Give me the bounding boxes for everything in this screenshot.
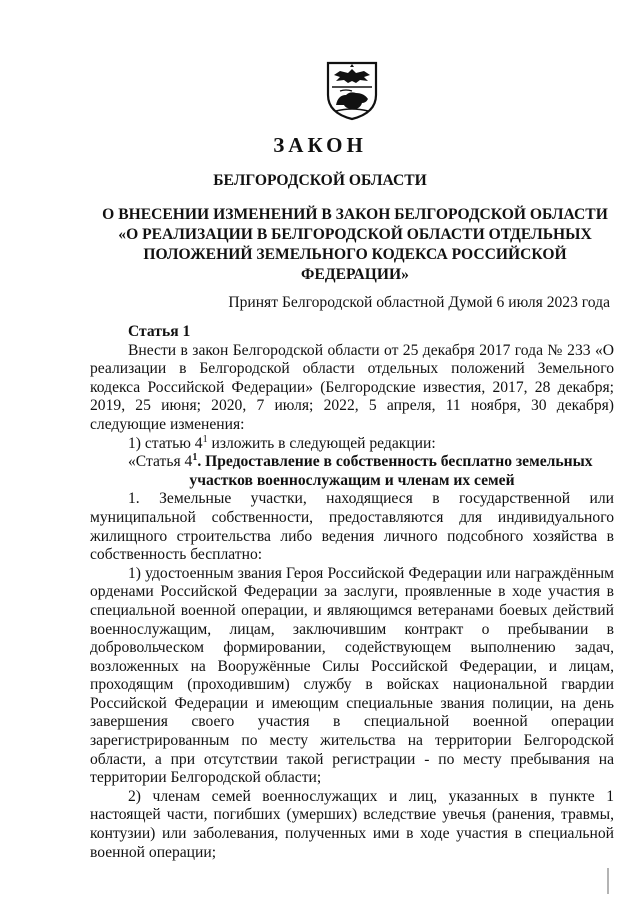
amendment-item-text: 1) статью 4 [128,434,203,452]
adoption-note: Принят Белгородской областной Думой 6 июля 2023 года [228,294,610,311]
coat-of-arms-icon [326,61,378,121]
superscript: 1 [192,451,198,463]
amendment-item-text: изложить в следующей редакции: [207,434,436,452]
law-title [90,205,620,285]
law-title-line: «О РЕАЛИЗАЦИИ В БЕЛГОРОДСКОЙ ОБЛАСТИ ОТДЕЛЬНЫХ [118,226,592,243]
amendment-item [90,435,614,454]
new-article-title [90,453,614,472]
margin-mark-icon [602,866,614,896]
law-title-line: О ВНЕСЕНИИ ИЗМЕНЕНИЙ В ЗАКОН БЕЛГОРОДСКОЙ ОБЛАСТИ [102,206,608,223]
new-article-title-cont: участков военнослужащим и членам их семей [189,471,515,489]
superscript: 1 [202,433,208,445]
new-article-lead: «Статья 4 [128,453,193,471]
paragraph: 2) членам семей военнослужащих и лиц, указанных в пункте 1 настоящей части, погибших (умерших) вследствие увечья (ранения, травмы, контузии) или заболевания, полученных ими в ходе участия в специальной военной операции; [90,787,614,861]
paragraph: 1. Земельные участки, находящиеся в государственной или муниципальной собственности, предоставляются для индивидуального жилищного строительства либо ведения личного подсобного хозяйства в собственность бесплатно: [90,490,614,564]
paragraph: 1) удостоенным звания Героя Российской Федерации или награждённым орденами Российской Федерации за заслуги, проявленные в ходе участия в специальной военной операции, и являющимся ветеранами боевых действий военнослужащим, лицам, заключившим контракт о пребывании в добровольческом формировании, содействующем выполнению задач, возложенных на Вооружённые Силы Российской Федерации, и лицам, проходящим (проходившим) службу в войсках национальной гвардии Российской Федерации и имеющим специальные звания полиции, на день завершения своего участия в специальной военной операции зарегистрированным по месту жительства на территории Белгородской области, а при отсутствии такой регистрации - по месту пребывания на территории Белгородской области; [90,564,614,787]
article-intro: Внести в закон Белгородской области от 25 декабря 2017 года № 233 «О реализации в Белгородской области отдельных положений Земельного кодекса Российской Федерации» (Белгородские известия, 2017, 28 декабря; 2019, 25 июня; 2020, 7 июля; 2022, 5 апреля, 11 ноября, 30 декабря) следующие изменения: [90,341,614,433]
law-title-line: ФЕДЕРАЦИИ» [301,266,409,283]
law-title-line: ПОЛОЖЕНИЙ ЗЕМЕЛЬНОГО КОДЕКСА РОССИЙСКОЙ [143,246,567,263]
document-region: БЕЛГОРОДСКОЙ ОБЛАСТИ [213,172,427,189]
new-article-title-text: . Предоставление в собственность бесплатно земельных [197,453,593,471]
document-body [90,323,614,862]
document-type: ЗАКОН [273,133,367,157]
article-heading: Статья 1 [128,323,191,340]
